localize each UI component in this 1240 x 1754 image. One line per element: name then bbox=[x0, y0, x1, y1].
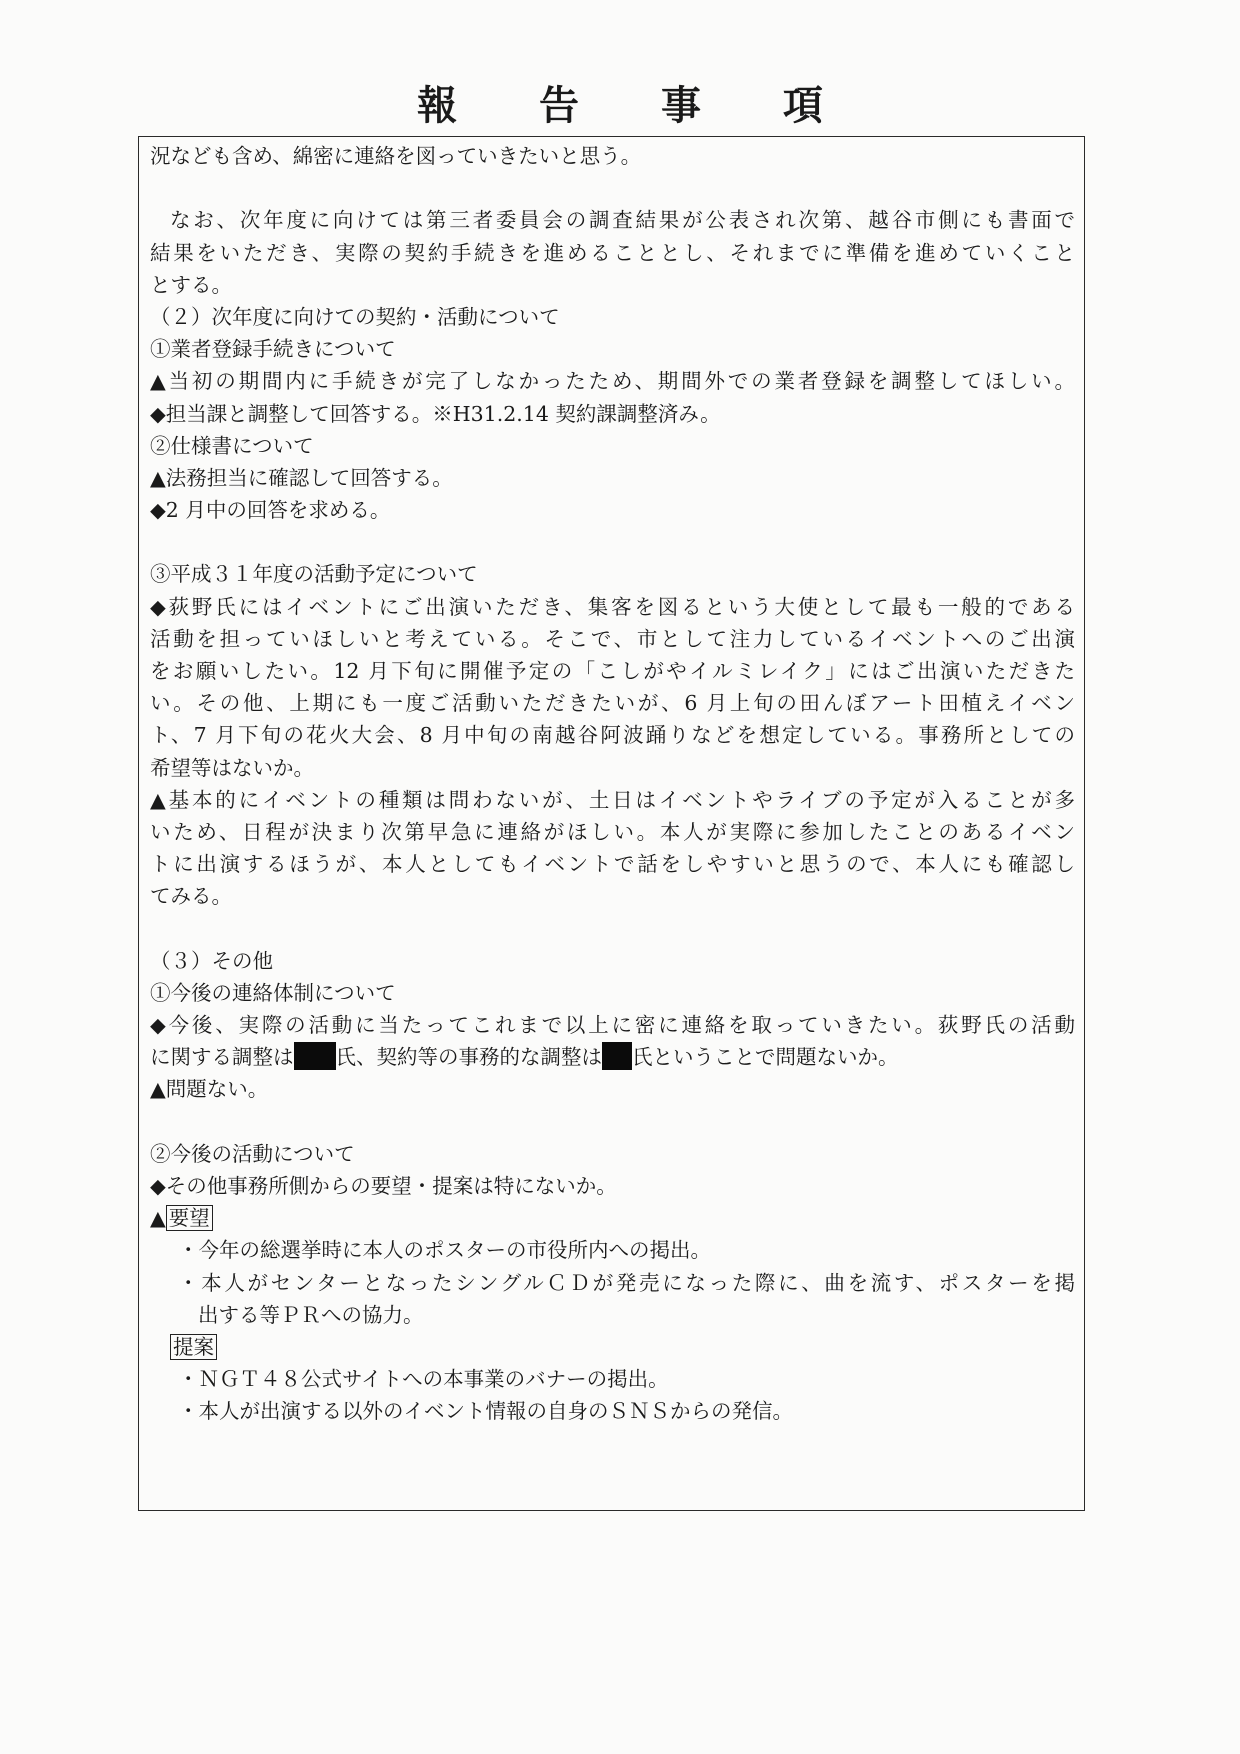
text-line: ◆その他事務所側からの要望・提案は特にないか。 bbox=[150, 1174, 617, 1198]
text-line: いため、日程が決まり次第早急に連絡がほしい。本人が実際に参加したことのあるイベン bbox=[150, 819, 1075, 844]
subsection-heading: ①業者登録手続きについて bbox=[150, 337, 396, 362]
proposal-label: 提案 bbox=[170, 1334, 217, 1360]
list-item: ・ＮＧＴ４８公式サイトへの本事業のバナーの掲出。 bbox=[178, 1367, 669, 1392]
text-line: ◆今後、実際の活動に当たってこれまで以上に密に連絡を取っていきたい。荻野氏の活動 bbox=[150, 1013, 1075, 1038]
text-line: 況なども含め、綿密に連絡を図っていきたいと思う。 bbox=[150, 144, 642, 168]
subsection-heading: ③平成３１年度の活動予定について bbox=[150, 562, 478, 587]
text-line: ◆荻野氏にはイベントにご出演いただき、集客を図るという大使として最も一般的である bbox=[150, 594, 1075, 619]
text-line: てみる。 bbox=[150, 884, 232, 909]
list-item: ・本人が出演する以外のイベント情報の自身のＳＮＳからの発信。 bbox=[178, 1399, 793, 1424]
subsection-heading: ①今後の連絡体制について bbox=[150, 980, 396, 1005]
text-line: ◆2 月中の回答を求める。 bbox=[150, 498, 391, 523]
text-line bbox=[150, 1331, 1075, 1363]
section-heading: （３）その他 bbox=[150, 948, 273, 973]
text-line: 活動を担っていほしいと考えている。そこで、市として注力しているイベントへのご出演 bbox=[150, 626, 1075, 651]
report-content bbox=[150, 140, 1075, 1428]
text-line: 出する等ＰＲへの協力。 bbox=[198, 1302, 424, 1327]
text-segment: 氏、契約等の事務的な調整は bbox=[335, 1045, 602, 1070]
text-line: トに出演するほうが、本人としてもイベントで話をしやすいと思うので、本人にも確認し bbox=[150, 852, 1075, 877]
redaction-block bbox=[294, 1042, 336, 1070]
text-line: い。その他、上期にも一度ご活動いただきたいが、6 月上旬の田んぼアート田植えイベン bbox=[150, 691, 1075, 716]
text-line: 結果をいただき、実際の契約手続きを進めることとし、それまでに準備を進めていくこと bbox=[150, 240, 1075, 265]
text-line: ▲当初の期間内に手続きが完了しなかったため、期間外での業者登録を調整してほしい。 bbox=[150, 369, 1075, 394]
subsection-heading: ②仕様書について bbox=[150, 433, 314, 458]
list-item: ・今年の総選挙時に本人のポスターの市役所内への掲出。 bbox=[178, 1238, 711, 1263]
text-line: をお願いしたい。12 月下旬に開催予定の「こしがやイルミレイク」にはご出演いただきた bbox=[150, 659, 1075, 683]
text-line: ▲法務担当に確認して回答する。 bbox=[150, 465, 453, 490]
section-heading: （２）次年度に向けての契約・活動について bbox=[150, 304, 560, 329]
blank-line bbox=[150, 172, 1075, 204]
page-title: 報 告 事 項 bbox=[417, 82, 857, 129]
text-line: 希望等はないか。 bbox=[150, 755, 314, 780]
text-segment: 氏ということで問題ないか。 bbox=[632, 1045, 899, 1070]
text-line bbox=[150, 1202, 1075, 1234]
text-line: ▲基本的にイベントの種類は問わないが、土日はイベントやライブの予定が入ることが多 bbox=[150, 787, 1075, 812]
blank-line bbox=[150, 1106, 1075, 1138]
text-segment: に関する調整は bbox=[150, 1045, 294, 1070]
blank-line bbox=[150, 913, 1075, 945]
triangle-marker: ▲ bbox=[150, 1206, 166, 1231]
redaction-block bbox=[602, 1042, 632, 1070]
text-line: とする。 bbox=[150, 272, 232, 297]
text-line: ◆担当課と調整して回答する。※H31.2.14 契約課調整済み。 bbox=[150, 401, 721, 426]
blank-line bbox=[150, 526, 1075, 558]
text-line: なお、次年度に向けては第三者委員会の調査結果が公表され次第、越谷市側にも書面で bbox=[170, 208, 1075, 233]
list-item: ・本人がセンターとなったシングルＣＤが発売になった際に、曲を流す、ポスターを掲 bbox=[178, 1270, 1075, 1295]
text-line-redacted bbox=[150, 1041, 1075, 1073]
text-line: ト、7 月下旬の花火大会、8 月中旬の南越谷阿波踊りなどを想定している。事務所としての bbox=[150, 723, 1075, 748]
text-line: ▲問題ない。 bbox=[150, 1077, 269, 1102]
subsection-heading: ②今後の活動について bbox=[150, 1141, 355, 1166]
request-label: 要望 bbox=[166, 1205, 213, 1231]
